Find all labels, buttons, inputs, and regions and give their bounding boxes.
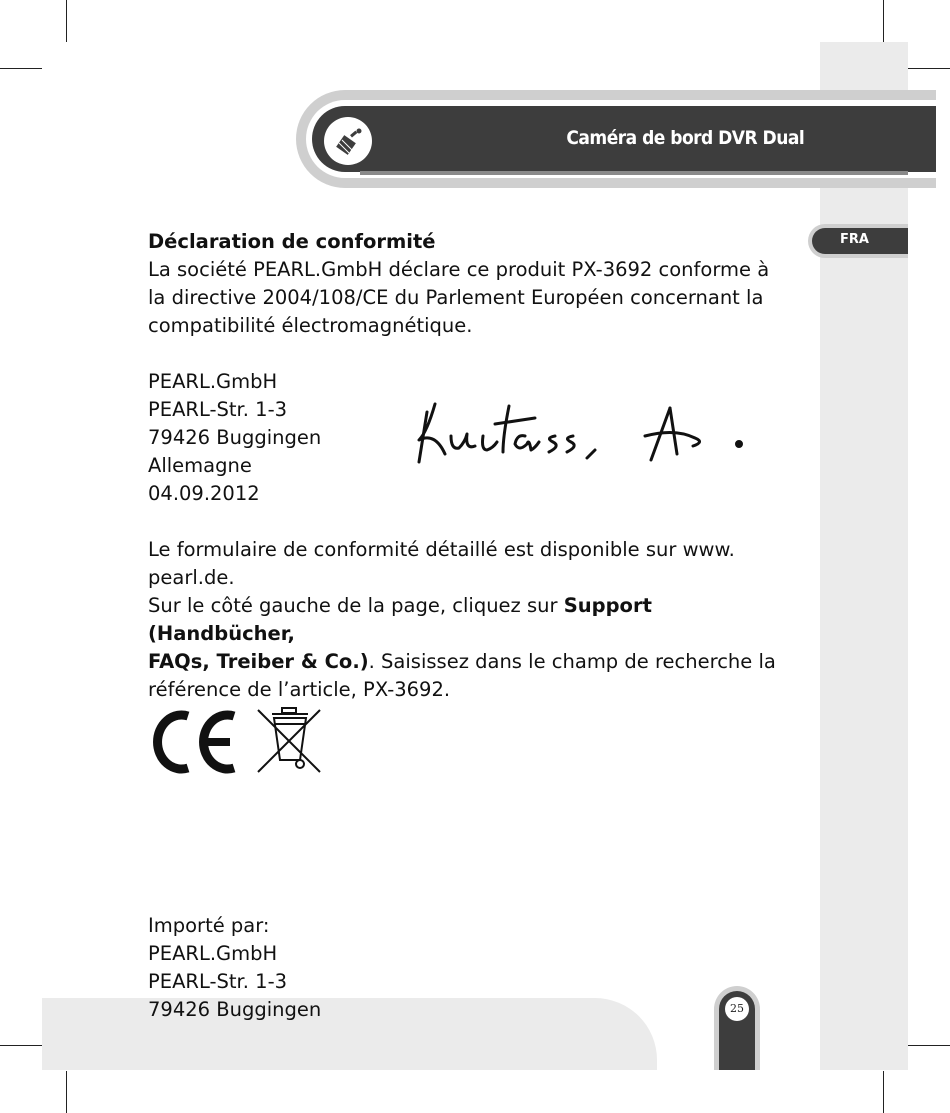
handwritten-signature bbox=[405, 392, 755, 476]
crop-mark bbox=[883, 1071, 884, 1113]
crop-mark bbox=[908, 68, 950, 69]
importer-line: PEARL-Str. 1-3 bbox=[148, 970, 288, 993]
language-tab-label: FRA bbox=[840, 232, 869, 247]
ce-mark bbox=[158, 715, 234, 769]
side-strip bbox=[820, 42, 908, 1070]
crop-mark bbox=[883, 0, 884, 42]
declaration-line: la directive 2004/108/CE du Parlement Européen concernant la bbox=[148, 286, 764, 309]
declaration-line: La société PEARL.GmbH déclare ce produit PX-3692 conforme à bbox=[148, 258, 770, 281]
info-text: Sur le côté gauche de la page, cliquez sur bbox=[148, 594, 564, 617]
declaration-heading: Déclaration de conformité bbox=[148, 230, 436, 253]
main-content bbox=[148, 228, 798, 1024]
address-line: PEARL-Str. 1-3 bbox=[148, 398, 288, 421]
crossed-out-wheelie-bin-icon bbox=[258, 708, 320, 772]
importer-label: Importé par: bbox=[148, 914, 270, 937]
satellite-dish-icon bbox=[324, 117, 372, 165]
crop-mark bbox=[0, 68, 42, 69]
declaration-date: 04.09.2012 bbox=[148, 482, 260, 505]
info-line bbox=[148, 592, 798, 648]
address-line: Allemagne bbox=[148, 454, 252, 477]
importer-line: 79426 Buggingen bbox=[148, 998, 322, 1021]
info-line: référence de l’article, PX-3692. bbox=[148, 678, 451, 701]
declaration-line: compatibilité électromagnétique. bbox=[148, 314, 473, 337]
compliance-marks bbox=[150, 706, 325, 780]
address-line: 79426 Buggingen bbox=[148, 426, 322, 449]
crop-mark bbox=[0, 1045, 42, 1046]
info-line: Le formulaire de conformité détaillé est disponible sur www. bbox=[148, 538, 735, 561]
page-number: 25 bbox=[725, 997, 749, 1021]
info-line: pearl.de. bbox=[148, 566, 235, 589]
crop-mark bbox=[66, 0, 67, 42]
support-path-text: FAQs, Treiber & Co.) bbox=[148, 650, 369, 673]
info-line bbox=[148, 648, 798, 676]
support-path-text: Support (Handbücher, bbox=[148, 594, 652, 645]
crop-mark bbox=[66, 1071, 67, 1113]
info-text: . Saisissez dans le champ de recherche la bbox=[368, 650, 776, 673]
crop-mark bbox=[908, 1045, 950, 1046]
header-underline bbox=[360, 171, 908, 175]
header-title: Caméra de bord DVR Dual bbox=[566, 127, 804, 149]
address-line: PEARL.GmbH bbox=[148, 370, 278, 393]
importer-line: PEARL.GmbH bbox=[148, 942, 278, 965]
